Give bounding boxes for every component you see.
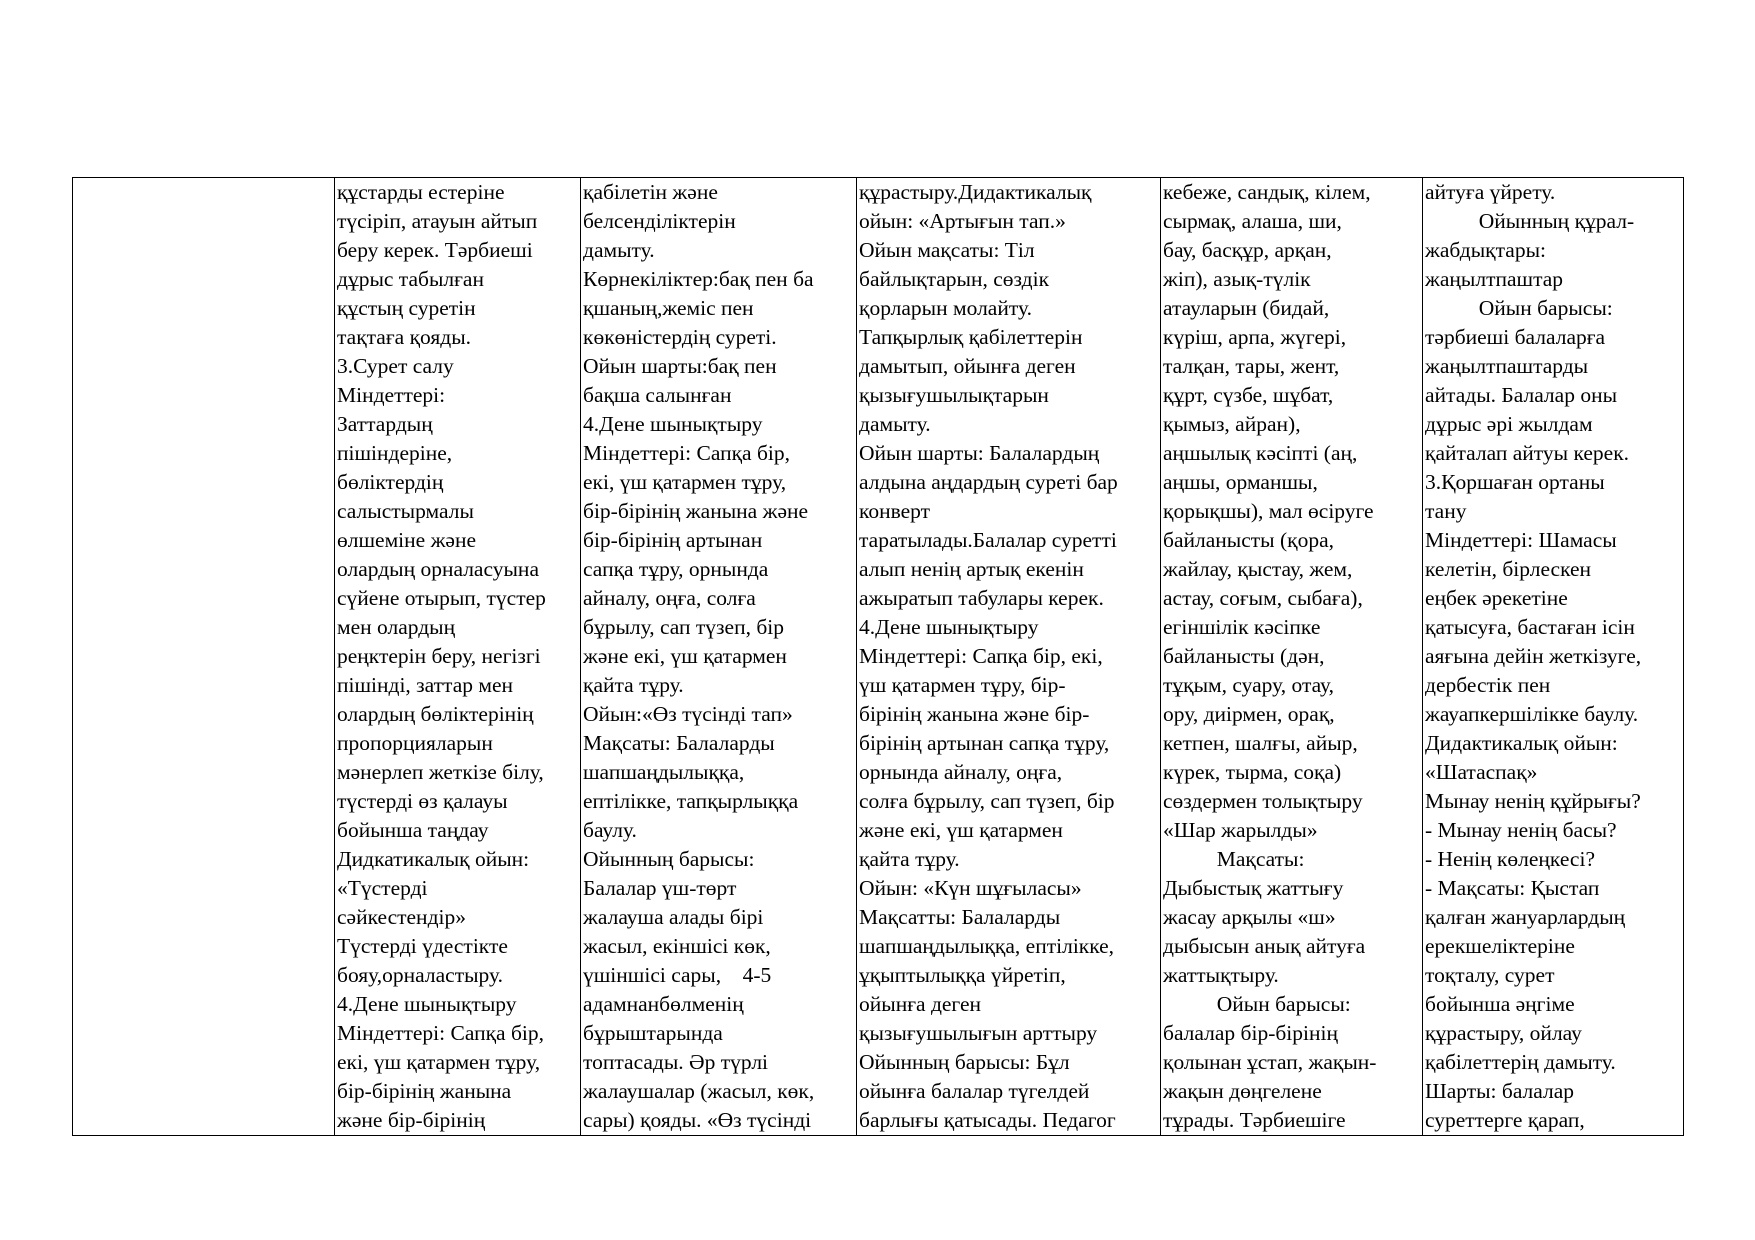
text-line: сары) қояды. «Өз түсінді [583, 1108, 812, 1132]
text-line: адамнанбөлменің [583, 992, 744, 1016]
text-line: құрастыру.Дидактикалық [859, 180, 1092, 204]
text-line: келетін, бірлескен [1425, 557, 1592, 581]
text-line: бір-бірінің жанына [337, 1079, 512, 1103]
table-cell-col-2 [335, 178, 581, 1136]
text-line: реңктерін беру, негізгі [337, 644, 541, 668]
text-line: алып ненің артық екенін [859, 557, 1084, 581]
text-line: екі, үш қатармен тұру, [337, 1050, 541, 1074]
text-line: талқан, тары, жент, [1163, 354, 1340, 378]
text-line: «Шар жарылды» [1163, 818, 1318, 842]
text-line: жаттықтыру. [1163, 963, 1279, 987]
text-line: үшіншісі сары, 4-5 [583, 963, 772, 987]
text-line: Дидкатикалық ойын: [337, 847, 530, 871]
text-line: аңшылық кәсіпті (аң, [1163, 441, 1358, 465]
text-line: жаңылтпаштар [1425, 267, 1564, 291]
text-line: айналу, оңға, солға [583, 586, 756, 610]
table-cell-col-3 [581, 178, 857, 1136]
text-line: құстың суретін [337, 296, 476, 320]
table-cell-col-4 [857, 178, 1161, 1136]
text-line: тұрады. Тәрбиешіге [1163, 1108, 1346, 1132]
text-line: дамыту. [583, 238, 655, 262]
text-line: тоқталу, сурет [1425, 963, 1555, 987]
text-line: Ойын шарты: Балалардың [859, 441, 1100, 465]
text-line: Міндеттері: Шамасы [1425, 528, 1617, 552]
text-line: өлшеміне және [337, 528, 477, 552]
text-line: Дидактикалық ойын: [1425, 731, 1618, 755]
text-line: Ойын барысы: [1425, 296, 1613, 320]
text-line: Ойынның барысы: Бұл [859, 1050, 1070, 1074]
text-line: Түстерді үдестікте [337, 934, 508, 958]
text-line: жалаушалар (жасыл, көк, [583, 1079, 815, 1103]
text-line: бір-бірінің артынан [583, 528, 763, 552]
text-line: бойынша таңдау [337, 818, 489, 842]
text-line: ажыратып табулары керек. [859, 586, 1104, 610]
text-line: бөліктердің [337, 470, 444, 494]
text-line: қолынан ұстап, жақын- [1163, 1050, 1377, 1074]
text-line: сәйкестендір» [337, 905, 466, 929]
text-line: сүйене отырып, түстер [337, 586, 546, 610]
text-line: қайталап айтуы керек. [1425, 441, 1630, 465]
text-line: солға бұрылу, сап түзеп, бір [859, 789, 1115, 813]
text-line: қабілеттерің дамыту. [1425, 1050, 1616, 1074]
text-line: жасыл, екіншісі көк, [583, 934, 771, 958]
text-line: қымыз, айран), [1163, 412, 1301, 436]
text-line: және бір-бірінің [337, 1108, 486, 1132]
table-cell-col-5 [1161, 178, 1423, 1136]
text-line: Ойын:«Өз түсінді тап» [583, 702, 793, 726]
text-line: Ойын барысы: [1163, 992, 1351, 1016]
text-line: барлығы қатысады. Педагог [859, 1108, 1116, 1132]
text-line: Ойын: «Күн шұғыласы» [859, 876, 1082, 900]
text-line: - Ненің көлеңкесі? [1425, 847, 1595, 871]
text-line: ойын: «Артығын тап.» [859, 209, 1066, 233]
text-line: астау, соғым, сыбаға), [1163, 586, 1363, 610]
text-line: шапшаңдылыққа, ептілікке, [859, 934, 1115, 958]
text-line: егіншілік кәсіпке [1163, 615, 1321, 639]
text-line: Міндеттері: Сапқа бір, [583, 441, 790, 465]
text-line: жасау арқылы «ш» [1163, 905, 1336, 929]
table-cell-col-6 [1423, 178, 1684, 1136]
text-line: таратылады.Балалар суретті [859, 528, 1117, 552]
text-line: суреттерге қарап, [1425, 1108, 1585, 1132]
text-line: 4.Дене шынықтыру [859, 615, 1039, 639]
text-line: пішіндеріне, [337, 441, 453, 465]
text-line: дыбысын анық айтуға [1163, 934, 1366, 958]
text-line: құрт, сүзбе, шұбат, [1163, 383, 1334, 407]
text-line: қызығушылығын арттыру [859, 1021, 1098, 1045]
text-line: бау, басқұр, арқан, [1163, 238, 1332, 262]
text-line: балалар бір-бірінің [1163, 1021, 1338, 1045]
text-line: 4.Дене шынықтыру [337, 992, 517, 1016]
text-line: бұрыштарында [583, 1021, 723, 1045]
text-line: ұқыптылыққа үйретіп, [859, 963, 1066, 987]
text-line: байланысты (қора, [1163, 528, 1334, 552]
text-line: сырмақ, алаша, ши, [1163, 209, 1342, 233]
text-line: қорықшы), мал өсіруге [1163, 499, 1374, 523]
text-line: пропорцияларын [337, 731, 493, 755]
text-line: жайлау, қыстау, жем, [1163, 557, 1353, 581]
text-line: Балалар үш-төрт [583, 876, 737, 900]
text-line: атауларын (бидай, [1163, 296, 1330, 320]
text-line: кетпен, шалғы, айыр, [1163, 731, 1358, 755]
text-line: «Шатаспақ» [1425, 760, 1538, 784]
text-line: Тапқырлық қабілеттерін [859, 325, 1083, 349]
text-line: бақша салынған [583, 383, 732, 407]
text-line: бояу,орналастыру. [337, 963, 503, 987]
text-line: Мынау ненің құйрығы? [1425, 789, 1641, 813]
text-line: бір-бірінің жанына және [583, 499, 809, 523]
text-line: бірінің артынан сапқа тұру, [859, 731, 1110, 755]
text-line: еңбек әрекетіне [1425, 586, 1568, 610]
text-line: түстерді өз қалауы [337, 789, 508, 813]
text-line: құстарды естеріне [337, 180, 505, 204]
text-line: қызығушылықтарын [859, 383, 1049, 407]
text-line: қшаның,жеміс пен [583, 296, 754, 320]
cell-text [583, 178, 855, 1135]
text-line: Міндеттері: Сапқа бір, [337, 1021, 544, 1045]
text-line: Көрнекіліктер:бақ пен ба [583, 267, 814, 291]
text-line: күрек, тырма, соқа) [1163, 760, 1342, 784]
table-cell-col-1 [73, 178, 335, 1136]
cell-text [1425, 178, 1682, 1135]
cell-text [337, 178, 579, 1135]
text-line: ору, диірмен, орақ, [1163, 702, 1335, 726]
text-line: тану [1425, 499, 1467, 523]
text-line: Заттардың [337, 412, 433, 436]
text-line: дұрыс табылған [337, 267, 484, 291]
text-line: күріш, арпа, жүгері, [1163, 325, 1347, 349]
text-line: және екі, үш қатармен [583, 644, 787, 668]
cell-text [859, 178, 1159, 1135]
text-line: Ойын шарты:бақ пен [583, 354, 777, 378]
text-line: белсенділіктерін [583, 209, 736, 233]
text-line: Шарты: балалар [1425, 1079, 1575, 1103]
text-line: кебеже, сандық, кілем, [1163, 180, 1371, 204]
text-line: «Түстерді [337, 876, 428, 900]
text-line: түсіріп, атауын айтып [337, 209, 538, 233]
table-row [73, 178, 1684, 1136]
text-line: пішінді, заттар мен [337, 673, 514, 697]
text-line: олардың орналасуына [337, 557, 539, 581]
text-line: сапқа тұру, орнында [583, 557, 769, 581]
text-line: бұрылу, сап түзеп, бір [583, 615, 785, 639]
text-line: - Мынау ненің басы? [1425, 818, 1617, 842]
text-line: айтады. Балалар оны [1425, 383, 1618, 407]
text-line: қабілетін және [583, 180, 718, 204]
text-line: Ойынның құрал- [1425, 209, 1635, 233]
text-line: жаңылтпаштарды [1425, 354, 1589, 378]
text-line: Дыбыстық жаттығу [1163, 876, 1344, 900]
text-line: екі, үш қатармен тұру, [583, 470, 787, 494]
plan-table [72, 177, 1684, 1136]
text-line: - Мақсаты: Қыстап [1425, 876, 1600, 900]
text-line: Міндеттері: [337, 383, 446, 407]
text-line: топтасады. Әр түрлі [583, 1050, 769, 1074]
text-line: жалауша алады бірі [583, 905, 764, 929]
text-line: қайта тұру. [583, 673, 684, 697]
text-line: айтуға үйрету. [1425, 180, 1556, 204]
text-line: мәнерлеп жеткізе білу, [337, 760, 544, 784]
text-line: 4.Дене шынықтыру [583, 412, 763, 436]
text-line: аңшы, орманшы, [1163, 470, 1318, 494]
text-line: мен олардың [337, 615, 456, 639]
text-line: 3.Сурет салу [337, 354, 454, 378]
text-line: жауапкершілікке баулу. [1425, 702, 1639, 726]
text-line: байлықтарын, сөздік [859, 267, 1050, 291]
text-line: байланысты (дән, [1163, 644, 1325, 668]
text-line: сөздермен толықтыру [1163, 789, 1363, 813]
text-line: Ойынның барысы: [583, 847, 755, 871]
text-line: беру керек. Тәрбиеші [337, 238, 533, 262]
text-line: Ойын мақсаты: Тіл [859, 238, 1035, 262]
text-line: ойынға деген [859, 992, 982, 1016]
text-line: тұқым, суару, отау, [1163, 673, 1335, 697]
text-line: олардың бөліктерінің [337, 702, 534, 726]
text-line: қайта тұру. [859, 847, 960, 871]
text-line: дамыту. [859, 412, 931, 436]
text-line: конверт [859, 499, 931, 523]
text-line: тәрбиеші балаларға [1425, 325, 1606, 349]
text-line: баулу. [583, 818, 637, 842]
text-line: ептілікке, тапқырлыққа [583, 789, 799, 813]
text-line: алдына аңдардың суреті бар [859, 470, 1118, 494]
text-line: қатысуға, бастаған ісін [1425, 615, 1635, 639]
text-line: жіп), азық-түлік [1163, 267, 1311, 291]
cell-text [1163, 178, 1421, 1135]
text-line: ерекшеліктеріне [1425, 934, 1575, 958]
text-line: үш қатармен тұру, бір- [859, 673, 1066, 697]
text-line: Мақсаты: Балаларды [583, 731, 775, 755]
text-line: қалған жануарлардың [1425, 905, 1626, 929]
text-line: Міндеттері: Сапқа бір, екі, [859, 644, 1103, 668]
text-line: құрастыру, ойлау [1425, 1021, 1582, 1045]
text-line: тақтаға қояды. [337, 325, 472, 349]
text-line: көкөністердің суреті. [583, 325, 777, 349]
text-line: жақын дөңгелене [1163, 1079, 1322, 1103]
text-line: 3.Қоршаған ортаны [1425, 470, 1605, 494]
text-line: ойынға балалар түгелдей [859, 1079, 1090, 1103]
text-line: қорларын молайту. [859, 296, 1032, 320]
text-line: дербестік пен [1425, 673, 1551, 697]
text-line: бірінің жанына және бір- [859, 702, 1090, 726]
text-line: Мақсаты: [1163, 847, 1305, 871]
text-line: Мақсатты: Балаларды [859, 905, 1061, 929]
text-line: жабдықтары: [1425, 238, 1547, 262]
text-line: аяғына дейін жеткізуге, [1425, 644, 1642, 668]
text-line: орнында айналу, оңға, [859, 760, 1063, 784]
text-line: дұрыс әрі жылдам [1425, 412, 1593, 436]
text-line: бойынша әңгіме [1425, 992, 1575, 1016]
text-line: және екі, үш қатармен [859, 818, 1063, 842]
text-line: салыстырмалы [337, 499, 474, 523]
text-line: дамытып, ойынға деген [859, 354, 1076, 378]
text-line: шапшаңдылыққа, [583, 760, 745, 784]
